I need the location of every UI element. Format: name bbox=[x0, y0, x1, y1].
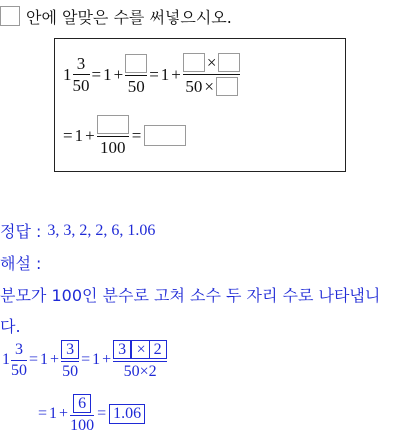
fraction-bar bbox=[183, 74, 241, 75]
answer-box: 6 bbox=[73, 394, 91, 413]
answer-blank[interactable] bbox=[97, 115, 129, 134]
one: 1 bbox=[92, 351, 101, 368]
blank-box-icon bbox=[0, 6, 20, 26]
one: 1 bbox=[103, 64, 112, 84]
equals-sign: = bbox=[38, 405, 48, 422]
one: 1 bbox=[74, 125, 84, 145]
equals-sign: = bbox=[149, 64, 159, 84]
fraction-bar bbox=[73, 74, 90, 75]
fraction-3-50 bbox=[73, 55, 90, 94]
denominator: 50×2 bbox=[123, 363, 157, 380]
answer-line bbox=[0, 219, 155, 242]
fraction-bar bbox=[11, 360, 27, 361]
fraction-bar bbox=[113, 361, 167, 362]
times-sign: × bbox=[204, 77, 214, 96]
one: 1 bbox=[40, 351, 49, 368]
answer-box-times bbox=[131, 340, 167, 359]
problem-line-1 bbox=[63, 53, 240, 96]
fraction-product bbox=[183, 53, 241, 96]
denominator: 50 bbox=[127, 77, 145, 96]
equals-sign: = bbox=[29, 351, 39, 368]
explanation-line-1: 분모가 100인 분수로 고쳐 소수 두 자리 수로 나타냅니 bbox=[0, 286, 381, 305]
plus-sign: + bbox=[171, 64, 181, 84]
fraction-blank-100 bbox=[97, 115, 129, 156]
plus-sign: + bbox=[85, 125, 95, 145]
one: 1 bbox=[160, 64, 170, 84]
fraction-bar bbox=[97, 136, 129, 137]
equals-sign: = bbox=[131, 125, 142, 145]
answer-box: 3 bbox=[113, 340, 131, 359]
numerator: 3 bbox=[15, 340, 23, 358]
denominator: 100 bbox=[70, 417, 95, 434]
plus-sign: + bbox=[102, 351, 112, 368]
fraction-3-50 bbox=[11, 342, 27, 379]
answer-label: 정답 : bbox=[0, 222, 42, 241]
answer-box-decimal: 1.06 bbox=[109, 404, 145, 424]
equals-sign: = bbox=[63, 125, 73, 145]
problem-box bbox=[54, 38, 346, 172]
answer-blank[interactable] bbox=[125, 54, 147, 73]
mixed-whole: 1 bbox=[63, 64, 72, 84]
instruction bbox=[0, 4, 232, 28]
times-sign: × bbox=[136, 340, 146, 358]
solution-line-1 bbox=[2, 340, 167, 380]
plus-sign: + bbox=[50, 351, 60, 368]
explanation-label: 해설 : bbox=[0, 254, 42, 273]
answer-box: 3 bbox=[61, 340, 79, 359]
equals-sign: = bbox=[81, 351, 91, 368]
numerator: 3 bbox=[76, 54, 86, 73]
one: 1 bbox=[49, 405, 58, 422]
answer-values: 3, 3, 2, 2, 6, 1.06 bbox=[47, 221, 156, 239]
plus-sign: + bbox=[113, 64, 124, 84]
denominator: 50 bbox=[11, 361, 27, 379]
instruction-text: 안에 알맞은 수를 써넣으시오. bbox=[26, 7, 232, 27]
denominator: 50 bbox=[62, 363, 79, 380]
plus-sign: + bbox=[59, 405, 69, 422]
equals-sign: = bbox=[91, 64, 102, 84]
mixed-whole: 1 bbox=[2, 351, 10, 368]
answer-box: 2 bbox=[149, 341, 162, 358]
fraction-bar bbox=[61, 361, 79, 362]
fraction-6-100 bbox=[70, 394, 94, 434]
denominator: 100 bbox=[99, 138, 126, 157]
solution-line-2 bbox=[38, 394, 145, 434]
times-sign: × bbox=[206, 53, 217, 72]
explanation-line-2: 다. bbox=[0, 317, 21, 336]
problem-line-2 bbox=[63, 115, 186, 156]
fraction-bar bbox=[70, 415, 94, 416]
denominator: 50 bbox=[72, 76, 90, 95]
answer-blank-decimal[interactable] bbox=[144, 125, 186, 146]
fraction-3-50-filled bbox=[61, 340, 79, 380]
denominator: 50 bbox=[185, 77, 203, 96]
answer-blank[interactable] bbox=[216, 77, 238, 96]
answer-blank[interactable] bbox=[183, 53, 205, 72]
answer-blank[interactable] bbox=[218, 53, 240, 72]
equals-sign: = bbox=[97, 405, 107, 422]
fraction-blank-50 bbox=[125, 54, 147, 95]
fraction-product-filled bbox=[113, 340, 167, 380]
fraction-bar bbox=[125, 75, 147, 76]
